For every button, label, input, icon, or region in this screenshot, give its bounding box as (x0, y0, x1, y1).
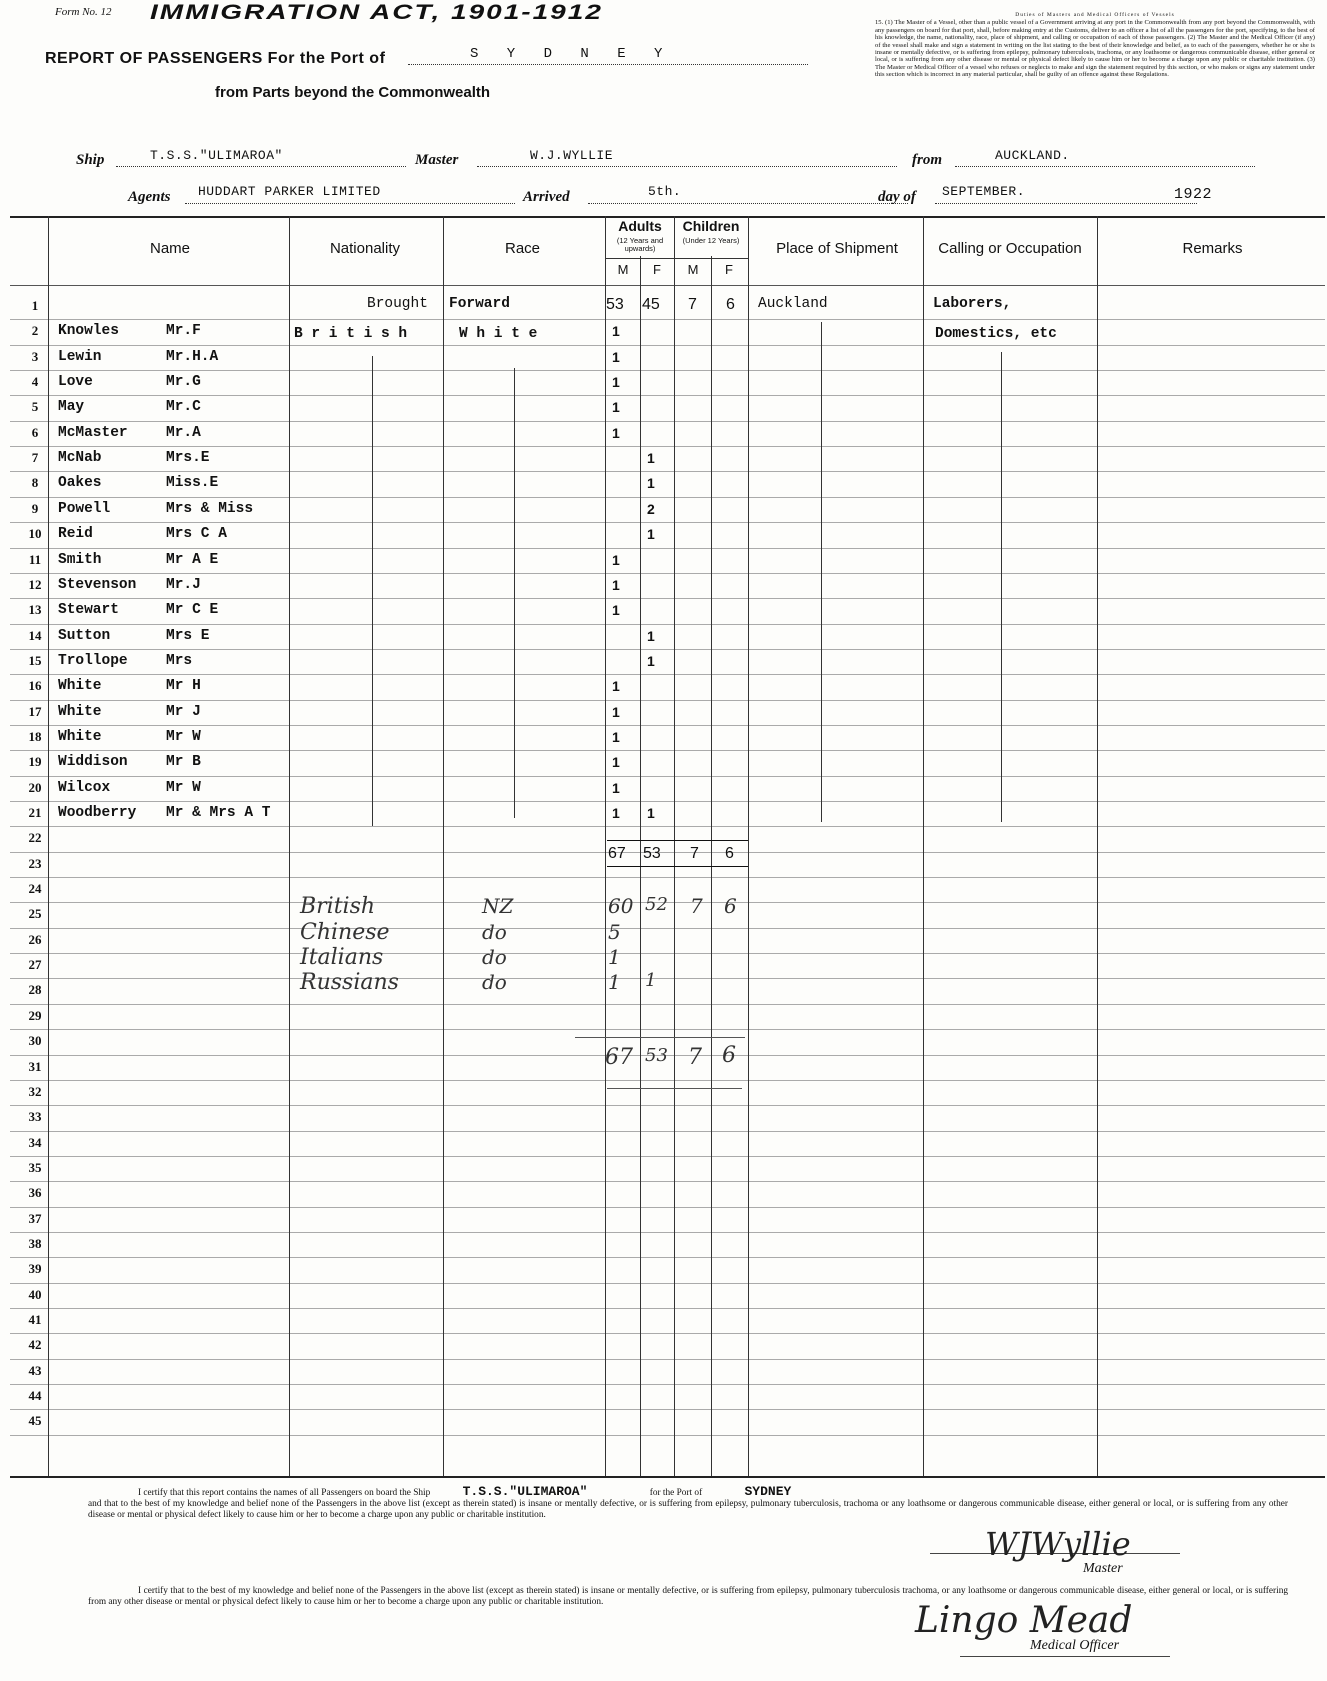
row-number: 35 (28, 1160, 42, 1175)
master-dotline (477, 166, 897, 167)
row-number: 37 (28, 1211, 42, 1226)
summary-adults-m: 5 (608, 920, 621, 944)
passenger-surname: Powell (58, 501, 111, 517)
row-number: 12 (28, 577, 42, 592)
from-dotline (955, 166, 1255, 167)
row-rule (10, 624, 1325, 625)
row-rule (10, 497, 1325, 498)
row-rule (10, 725, 1325, 726)
act-banner: IMMIGRATION ACT, 1901-1912 (150, 0, 603, 24)
passenger-surname: Smith (58, 552, 102, 568)
column-rule (674, 216, 675, 1476)
brought-children-f: 6 (726, 296, 735, 313)
passenger-title: Mr.H.A (166, 349, 219, 365)
row-rule (10, 421, 1325, 422)
passenger-surname: Reid (58, 526, 93, 542)
passenger-title: Mr.C (166, 399, 201, 415)
passenger-surname: Trollope (58, 653, 128, 669)
row-rule (10, 1257, 1325, 1258)
ditto-stroke-place (821, 322, 822, 822)
passenger-title: Mr C E (166, 602, 219, 618)
row-rule (10, 598, 1325, 599)
passenger-adults-m: 1 (612, 805, 620, 821)
master-cert-text-2: for the Port of (649, 1488, 703, 1498)
medical-officer-label: Medical Officer (1030, 1638, 1120, 1653)
column-rule (1097, 216, 1098, 1476)
agents-name: HUDDART PARKER LIMITED (198, 184, 381, 199)
col-header-adults-m: M (617, 262, 629, 277)
summary-adults-m: 60 (608, 894, 634, 918)
row-number: 39 (28, 1261, 42, 1276)
row-number: 24 (28, 881, 42, 896)
from-parts-subtitle: from Parts beyond the Commonwealth (215, 84, 491, 101)
passenger-surname: Knowles (58, 323, 119, 339)
row-number: 11 (28, 552, 42, 567)
master-label: Master (415, 152, 459, 168)
row-rule (10, 1384, 1325, 1385)
row-number: 2 (31, 323, 39, 338)
brought-adults-m: 53 (606, 296, 624, 313)
col-header-race: Race (504, 240, 541, 257)
summary-race: do (482, 920, 507, 944)
passenger-adults-f: 1 (647, 475, 655, 491)
legal-notice-title: Duties of Masters and Medical Officers of Vessels (1015, 12, 1175, 18)
row-number: 14 (28, 628, 42, 643)
row-number: 20 (28, 780, 42, 795)
form-number: Form No. 12 (55, 6, 112, 18)
row-number: 28 (28, 982, 42, 997)
passenger-title: Mr.J (166, 577, 201, 593)
summary-total-adults-m: 67 (605, 1045, 633, 1070)
row-rule (10, 370, 1325, 371)
col-header-name: Name (149, 240, 190, 257)
passenger-surname: Wilcox (58, 780, 111, 796)
master-label: Master (1083, 1561, 1123, 1576)
row-rule (10, 852, 1325, 853)
summary-children-f: 6 (724, 894, 737, 918)
passenger-adults-m: 1 (612, 754, 620, 770)
medical-signature-line (960, 1656, 1170, 1657)
column-rule (605, 216, 606, 1476)
passenger-surname: Woodberry (58, 805, 137, 821)
passenger-surname: White (58, 704, 102, 720)
forward-label: Forward (449, 296, 510, 312)
column-rule (48, 216, 49, 1476)
passenger-surname: Widdison (58, 754, 128, 770)
port-dotline (408, 64, 808, 65)
row-rule (10, 1359, 1325, 1360)
row-rule (10, 522, 1325, 523)
total-rule-bottom (607, 866, 748, 867)
passenger-adults-f: 1 (647, 450, 655, 466)
total-children-f: 6 (725, 845, 734, 862)
passenger-title: Mr W (166, 780, 201, 796)
passenger-title: Mrs (166, 653, 193, 669)
summary-rule-bottom (607, 1088, 742, 1089)
row-rule (10, 674, 1325, 675)
passenger-title: Mr.G (166, 374, 201, 390)
column-rule (748, 216, 749, 1476)
col-header-children-m: M (687, 262, 699, 277)
row-rule (10, 750, 1325, 751)
row-number: 33 (28, 1109, 42, 1124)
arrived-dotline (588, 203, 908, 204)
column-rule (923, 216, 924, 1476)
summary-nationality: Russians (300, 970, 399, 995)
row-rule (10, 446, 1325, 447)
passenger-title: Mr W (166, 729, 201, 745)
passenger-title: Mrs & Miss (166, 501, 254, 517)
passenger-adults-m: 1 (612, 349, 620, 365)
medical-signature: Lingo Mead (915, 1600, 1133, 1641)
brought-children-m: 7 (688, 296, 697, 313)
month-dotline (935, 203, 1197, 204)
passenger-title: Mr.A (166, 425, 201, 441)
passenger-surname: White (58, 678, 102, 694)
row-rule (10, 1181, 1325, 1182)
row-number: 13 (28, 602, 42, 617)
row-rule (10, 953, 1325, 954)
agents-dotline (185, 203, 515, 204)
ditto-stroke-race (514, 368, 515, 818)
row-number: 10 (28, 526, 42, 541)
row-rule (10, 319, 1325, 320)
arrived-label: Arrived (523, 189, 570, 205)
passenger-title: Mr H (166, 678, 201, 694)
row-rule (10, 1308, 1325, 1309)
passenger-title: Mr A E (166, 552, 219, 568)
row-number: 5 (31, 399, 39, 414)
legal-notice-text: 15. (1) The Master of a Vessel, other than a public vessel of a Government arriving at any port in the Commonwealth from any port beyond the Commonwealth, with any passengers on board for that port, shall, before making entry at the Customs, deliver to an officer a list of all the passengers for the port, specifying, to the best of his knowledge, the name, nationality, race, place of shipment, and calling or occupation of each of those passengers. (2) The Master and the Medical Officer (if any) of the vessel shall make and sign a statement in writing on the list stating to the best of their knowledge and belief, as to each of the passengers, whether he or she is insane or mentally defective, or is suffering from epilepsy, pulmonary tuberculosis, trachoma, or any loathsome or dangerous communicable disease, either general or local, or is suffering from any other disease or mental or physical defect likely to cause him or her to become a charge upon any public or charitable institution. (3) The Master or Medical Officer of a vessel who refuses or neglects to make and sign the statement required by this section, or who makes or signs any statement under this section which is incorrect in any material particular, shall be guilty of an offence against these Regulations. (875, 19, 1315, 79)
row-rule (10, 877, 1325, 878)
passenger-adults-m: 1 (612, 729, 620, 745)
row-number: 25 (28, 906, 42, 921)
row-number: 19 (28, 754, 42, 769)
table-bottom-rule (10, 1476, 1325, 1478)
passenger-surname: McNab (58, 450, 102, 466)
passenger-surname: Stevenson (58, 577, 137, 593)
age-subheader-rule (605, 258, 748, 259)
from-label: from (912, 152, 942, 168)
summary-total-children-f: 6 (722, 1043, 736, 1068)
passenger-surname: Love (58, 374, 93, 390)
passenger-surname: Stewart (58, 602, 119, 618)
row-number: 41 (28, 1312, 42, 1327)
summary-adults-f: 1 (645, 970, 657, 991)
row-number: 34 (28, 1135, 42, 1150)
row-rule (10, 700, 1325, 701)
row-number: 18 (28, 729, 42, 744)
row-number: 15 (28, 653, 42, 668)
row-rule (10, 1004, 1325, 1005)
row-number: 6 (31, 425, 39, 440)
row-number: 23 (28, 856, 42, 871)
day-of-label: day of (878, 189, 916, 205)
passenger-adults-m: 1 (612, 552, 620, 568)
row-rule (10, 826, 1325, 827)
arrived-day: 5th. (648, 184, 682, 199)
passenger-surname: McMaster (58, 425, 128, 441)
report-prefix: REPORT OF PASSENGERS For the Port of (45, 50, 386, 67)
passenger-adults-m: 1 (612, 704, 620, 720)
passenger-adults-m: 1 (612, 323, 620, 339)
summary-adults-f: 52 (645, 894, 668, 915)
brought-label: Brought (367, 296, 428, 312)
master-cert-ship: T.S.S."ULIMAROA" (462, 1484, 588, 1499)
row-number: 45 (28, 1413, 42, 1428)
row-rule (10, 1333, 1325, 1334)
row-number: 4 (31, 374, 39, 389)
ship-name: T.S.S."ULIMAROA" (150, 148, 283, 163)
brought-adults-f: 45 (642, 296, 660, 313)
arrival-month: SEPTEMBER. (942, 184, 1026, 199)
passenger-adults-f: 1 (647, 805, 655, 821)
port-value: S Y D N E Y (470, 46, 673, 62)
passenger-title: Mr & Mrs A T (166, 805, 271, 821)
col-header-remarks: Remarks (1182, 240, 1243, 257)
passenger-adults-m: 1 (612, 577, 620, 593)
row-rule (10, 649, 1325, 650)
row-rule (10, 801, 1325, 802)
row-rule (10, 1232, 1325, 1233)
row-number: 9 (31, 501, 39, 516)
row-number: 29 (28, 1008, 42, 1023)
row-number: 7 (31, 450, 39, 465)
summary-total-adults-f: 53 (645, 1045, 668, 1066)
row-number: 36 (28, 1185, 42, 1200)
passenger-adults-f: 1 (647, 653, 655, 669)
column-rule (289, 216, 290, 1476)
row-rule (10, 573, 1325, 574)
row-number: 22 (28, 830, 42, 845)
summary-nationality: Italians (300, 945, 384, 970)
summary-total-children-m: 7 (688, 1045, 702, 1070)
nationality-british: B r i t i s h (294, 326, 408, 342)
row-number: 3 (31, 349, 39, 364)
total-adults-m: 67 (608, 845, 626, 862)
row-number: 16 (28, 678, 42, 693)
col-header-place-of-shipment: Place of Shipment (776, 240, 898, 257)
row-rule (10, 978, 1325, 979)
passenger-title: Mrs.E (166, 450, 210, 466)
passenger-adults-f: 1 (647, 628, 655, 644)
ditto-stroke-calling (1001, 352, 1002, 822)
row-number: 42 (28, 1337, 42, 1352)
row-number: 26 (28, 932, 42, 947)
summary-rule (575, 1037, 745, 1038)
passenger-surname: Lewin (58, 349, 102, 365)
col-header-nationality: Nationality (329, 240, 401, 257)
summary-adults-m: 1 (608, 970, 621, 994)
passenger-adults-m: 1 (612, 780, 620, 796)
column-rule (443, 216, 444, 1476)
ship-label: Ship (76, 152, 105, 168)
col-header-children: Children (682, 218, 740, 234)
row-rule (10, 1207, 1325, 1208)
row-rule (10, 1080, 1325, 1081)
row-number: 8 (31, 475, 39, 490)
total-rule-top (607, 840, 748, 841)
passenger-title: Miss.E (166, 475, 219, 491)
row-rule (10, 1435, 1325, 1436)
agents-label: Agents (128, 189, 171, 205)
master-certificate (88, 1486, 1288, 1521)
passenger-adults-m: 1 (612, 678, 620, 694)
row-number: 31 (28, 1059, 42, 1074)
passenger-surname: May (58, 399, 85, 415)
ditto-stroke-nationality (372, 356, 373, 826)
ship-dotline (116, 166, 406, 167)
row-number: 30 (28, 1033, 42, 1048)
total-children-m: 7 (690, 845, 699, 862)
row-number: 32 (28, 1084, 42, 1099)
passenger-adults-f: 1 (647, 526, 655, 542)
row-rule (10, 395, 1325, 396)
summary-children-m: 7 (690, 894, 703, 918)
passenger-title: Mrs C A (166, 526, 227, 542)
brought-calling: Laborers, (933, 296, 1012, 312)
passenger-adults-f: 2 (647, 501, 655, 517)
summary-race: do (482, 970, 507, 994)
medical-cert-text: I certify that to the best of my knowledge and belief none of the Passengers in the above list (except as therein stated) is insane or mentally defective, or is suffering from epilepsy, pulmonary tuberculosis trachoma, or any loathsome or dangerous communicable disease, either general or local, or is suffering from any other disease or mental or physical defect likely to cause him or her to become a charge upon any public or charitable institution. (88, 1586, 1288, 1607)
master-cert-text-1: I certify that this report contains the names of all Passengers on board the Ship (138, 1488, 431, 1498)
row-rule (10, 1409, 1325, 1410)
row-number: 27 (28, 957, 42, 972)
col-header-children-f: F (725, 262, 733, 277)
passenger-title: Mrs E (166, 628, 210, 644)
passenger-adults-m: 1 (612, 602, 620, 618)
row-rule (10, 776, 1325, 777)
master-name: W.J.WYLLIE (530, 148, 614, 163)
passenger-surname: Sutton (58, 628, 111, 644)
summary-race: NZ (482, 894, 514, 918)
passenger-title: Mr.F (166, 323, 201, 339)
summary-nationality: British (300, 894, 376, 919)
col-header-calling: Calling or Occupation (938, 240, 1082, 257)
passenger-adults-m: 1 (612, 374, 620, 390)
row-rule (10, 1105, 1325, 1106)
passenger-adults-m: 1 (612, 425, 620, 441)
passenger-title: Mr B (166, 754, 201, 770)
brought-place: Auckland (758, 296, 828, 312)
row-number: 43 (28, 1363, 42, 1378)
row-rule (10, 1283, 1325, 1284)
master-signature: WJWyllie (985, 1525, 1131, 1563)
passenger-surname: Oakes (58, 475, 102, 491)
row-rule (10, 1131, 1325, 1132)
row-number: 44 (28, 1388, 42, 1403)
row-number: 17 (28, 704, 42, 719)
row-rule (10, 471, 1325, 472)
legal-notice (875, 12, 1315, 137)
calling-domestics: Domestics, etc (935, 326, 1057, 342)
col-header-children-sub: (Under 12 Years) (682, 236, 740, 245)
row-number: 40 (28, 1287, 42, 1302)
col-header-adults: Adults (618, 218, 662, 234)
master-cert-port: SYDNEY (744, 1484, 792, 1499)
row-rule (10, 285, 1325, 286)
row-number: 38 (28, 1236, 42, 1251)
passenger-surname: White (58, 729, 102, 745)
master-cert-text-3: and that to the best of my knowledge and belief none of the Passengers in the above list (except as therein stated) is insane or mentally defective, or is suffering from epilepsy, pulmonary tuberculosis, trachoma or any loathsome or dangerous communicable disease, either general or local, or is suffering from any other disease or mental or physical defect likely to cause him or her to become a charge upon any public or charitable institution. (88, 1499, 1288, 1520)
passenger-title: Mr J (166, 704, 201, 720)
passenger-adults-m: 1 (612, 399, 620, 415)
row-rule (10, 548, 1325, 549)
summary-race: do (482, 945, 507, 969)
summary-adults-m: 1 (608, 945, 621, 969)
arrival-year: 1922 (1174, 186, 1213, 203)
col-header-adults-sub: (12 Years and upwards) (616, 236, 664, 253)
row-number: 1 (31, 298, 39, 313)
race-white: W h i t e (459, 326, 538, 342)
row-rule (10, 928, 1325, 929)
row-number: 21 (28, 805, 42, 820)
report-title (45, 50, 385, 68)
total-adults-f: 53 (643, 845, 661, 862)
row-rule (10, 1029, 1325, 1030)
row-rule (10, 345, 1325, 346)
summary-nationality: Chinese (300, 920, 390, 945)
row-rule (10, 1156, 1325, 1157)
from-port: AUCKLAND. (995, 148, 1070, 163)
col-header-adults-f: F (653, 262, 661, 277)
